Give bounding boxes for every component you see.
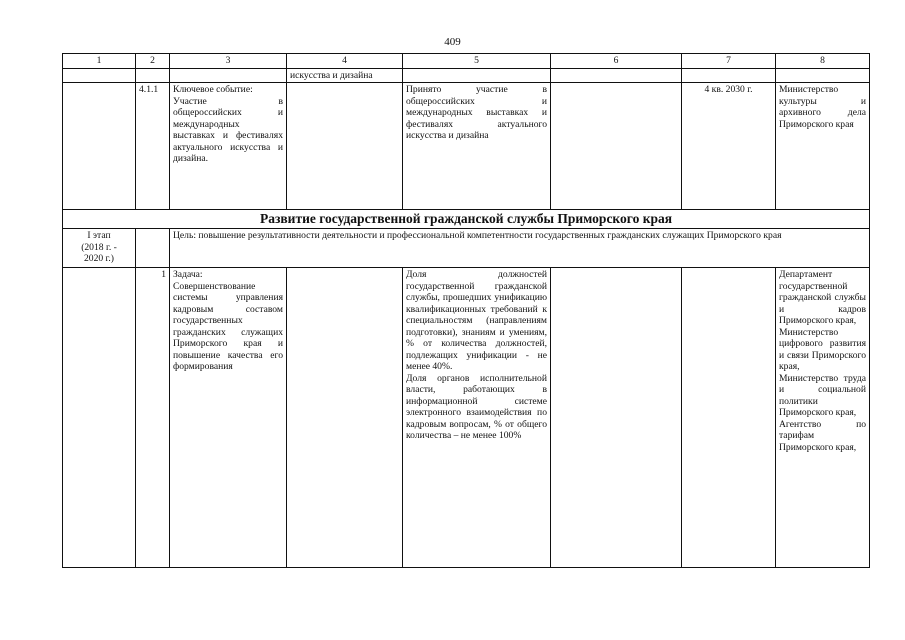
responsible-executors: Департамент государственной гражданской службы и кадров Приморского края, Министерство цифрового развития и связи Приморского края, Министерство труда и социальной политики Приморского края, Агентство по тарифам Приморского края, [776,268,870,568]
table-cell: искусства и дизайна [287,68,403,83]
indicator-share-authorities: Доля органов исполнительной власти, работающих в информационной системе электронного взаимодействия по кадровым вопросам, % от общего количества – не менее 100% [406,372,547,441]
indicator-share-positions: Доля должностей государственной гражданской службы, прошедших унификацию квалификационных требований к специальностям (направлениям подготовки), знаниям и умениям, % от количества должностей, подлежащих унификации - не менее 40%. [406,269,547,372]
column-header: 1 [63,54,136,69]
plan-table [62,53,870,568]
column-header: 6 [551,54,682,69]
event-result: Принято участие в общероссийских и международных выставках и фестивалях актуального искусства и дизайна [403,83,551,210]
row-number: 1 [136,268,170,568]
table-cell [63,83,136,210]
table-cell [136,229,170,268]
column-number-row [63,54,870,69]
table-cell [63,268,136,568]
column-header: 8 [776,54,870,69]
section-row [63,210,870,229]
column-header: 2 [136,54,170,69]
table-cell [682,68,776,83]
column-header: 3 [170,54,287,69]
table-cell [170,68,287,83]
column-header: 5 [403,54,551,69]
table-cell [63,68,136,83]
table-cell [551,268,682,568]
table-row-4-1-1 [63,83,870,210]
stage-row [63,229,870,268]
table-cell [551,68,682,83]
continuation-row [63,68,870,83]
table-row-task-1 [63,268,870,568]
event-deadline: 4 кв. 2030 г. [682,83,776,210]
column-header: 4 [287,54,403,69]
stage-goal: Цель: повышение результативности деятельности и профессиональной компетентности государственных гражданских служащих Приморского края [170,229,870,268]
page-number: 409 [444,36,461,48]
table-cell [551,83,682,210]
table-cell [287,268,403,568]
task-description: Задача: Совершенствование системы управления кадровым составом государственных гражданских служащих Приморского края и повышение качества его формирования [170,268,287,568]
column-header: 7 [682,54,776,69]
table-cell [287,83,403,210]
table-cell [682,268,776,568]
table-cell [776,68,870,83]
row-number: 4.1.1 [136,83,170,210]
table-cell [403,68,551,83]
section-title: Развитие государственной гражданской службы Приморского края [63,210,870,229]
table-cell [136,68,170,83]
stage-label: I этап (2018 г. - 2020 г.) [63,229,136,268]
event-description: Ключевое событие: Участие в общероссийских и международных выставках и фестивалях актуального искусства и дизайна. [170,83,287,210]
task-indicators [403,268,551,568]
responsible-executor: Министерство культуры и архивного дела Приморского края [776,83,870,210]
